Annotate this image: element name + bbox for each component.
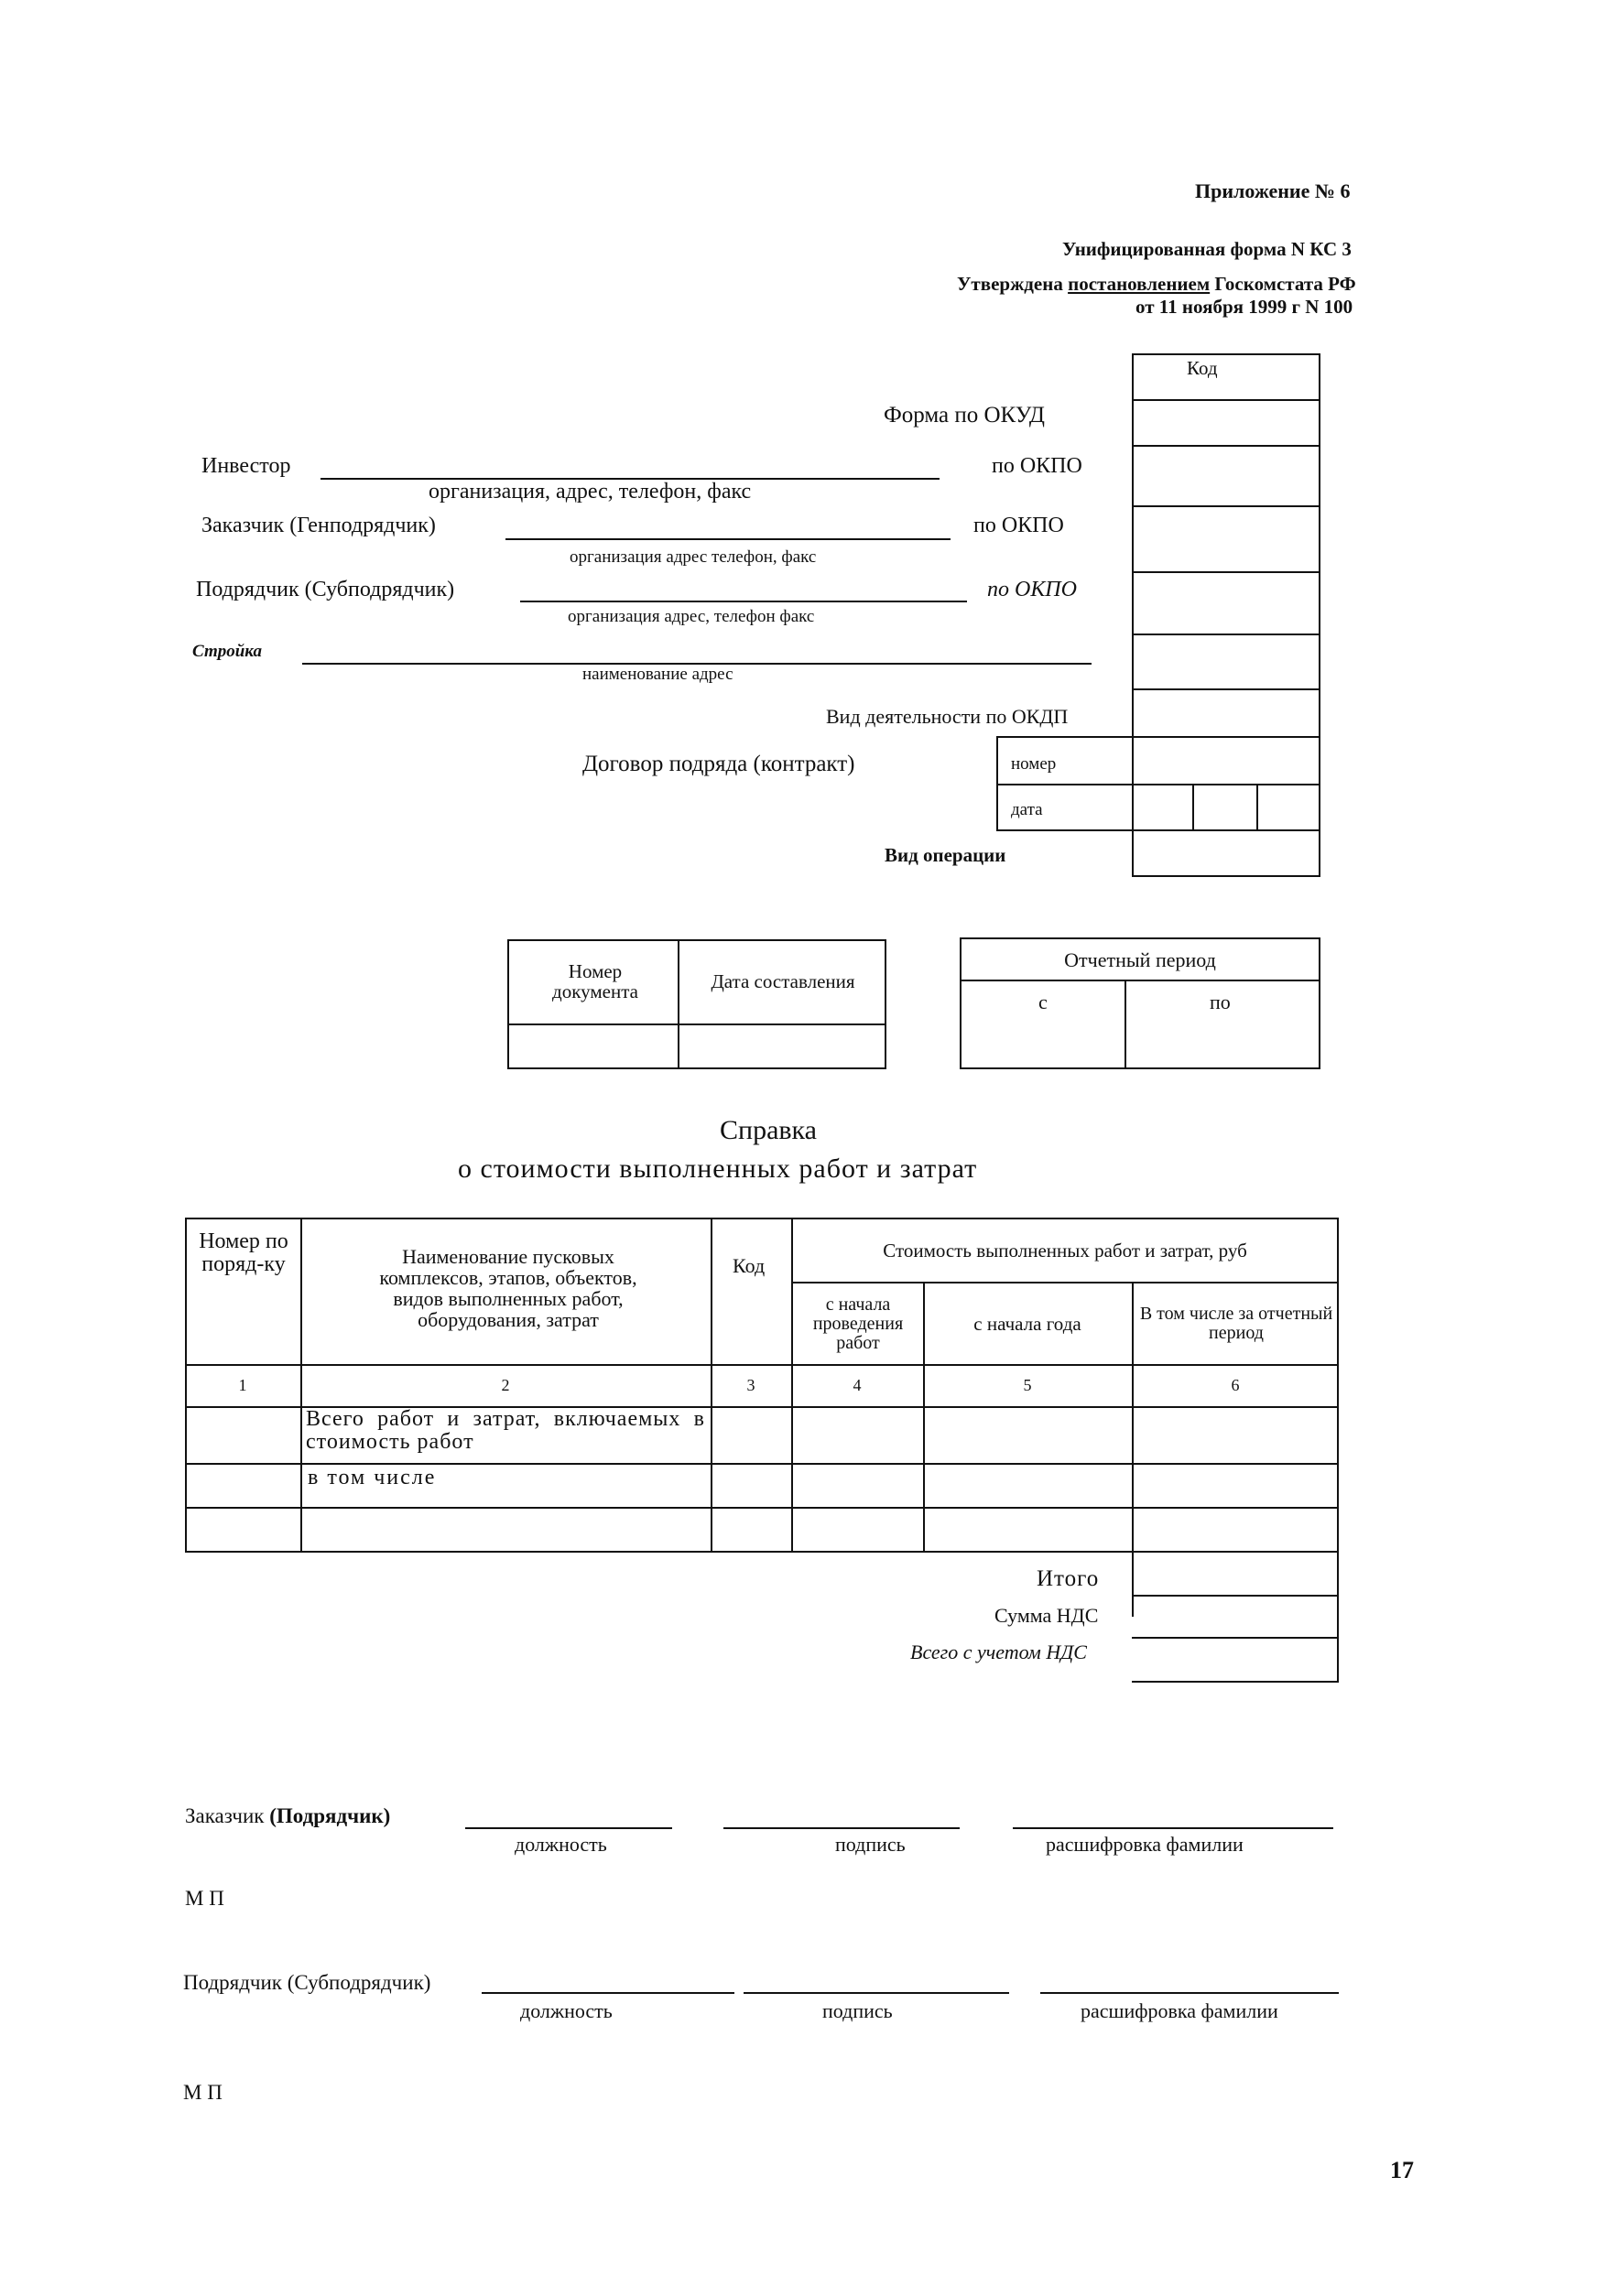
totals-divider	[1337, 1553, 1339, 1683]
table-row-line	[791, 1282, 1339, 1283]
totals-divider	[1132, 1637, 1339, 1639]
site-hint: наименование адрес	[582, 665, 733, 684]
totals-vat: Сумма НДС	[994, 1604, 1099, 1627]
col-number-index: 5	[1023, 1375, 1032, 1394]
col-from-start-header: с начала проведения работ	[812, 1294, 904, 1353]
col-code-header: Код	[733, 1254, 766, 1277]
code-divider	[1132, 445, 1320, 447]
code-column	[1132, 353, 1320, 877]
code-divider	[996, 829, 1320, 831]
investor-label: Инвестор	[201, 454, 291, 478]
customer-field[interactable]	[505, 538, 951, 540]
approved-suffix: Госкомстата РФ	[1214, 273, 1356, 295]
sig-contractor-signature-field[interactable]	[744, 1992, 1009, 1994]
sig-customer-position-hint: должность	[515, 1833, 607, 1856]
sig-customer-position-field[interactable]	[465, 1827, 672, 1829]
row-total-text: Всего работ и затрат, включаемых в стоимость работ	[306, 1407, 705, 1455]
sig-contractor-signature-hint: подпись	[822, 1999, 893, 2022]
customer-hint: организация адрес телефон, факс	[570, 547, 817, 567]
sig-customer-text: Заказчик	[185, 1804, 265, 1827]
period-title: Отчетный период	[1064, 948, 1216, 972]
page-number: 17	[1390, 2157, 1414, 2183]
sig-contractor-name-hint: расшифровка фамилии	[1081, 1999, 1278, 2022]
stamp-label: М П	[183, 2081, 223, 2104]
doc-box-divider	[507, 1023, 886, 1025]
doc-date-header: Дата составления	[711, 969, 855, 992]
customer-okpo: по ОКПО	[973, 514, 1064, 537]
date-split	[1192, 784, 1194, 829]
row-including: в том числе	[308, 1466, 437, 1489]
activity-label: Вид деятельности по ОКДП	[826, 705, 1069, 728]
date-split	[1256, 784, 1258, 829]
sig-contractor-name-field[interactable]	[1040, 1992, 1339, 1994]
contractor-label: Подрядчик (Субподрядчик)	[196, 578, 455, 601]
col-number-index: 2	[501, 1375, 510, 1394]
totals-divider	[1132, 1595, 1339, 1597]
col-number-index: 6	[1231, 1375, 1240, 1394]
code-divider	[996, 784, 1320, 785]
code-divider	[996, 736, 1320, 738]
totals-divider	[1132, 1681, 1339, 1683]
approved-prefix: Утверждена	[957, 273, 1063, 295]
code-divider	[1132, 571, 1320, 573]
col-name-header: Наименование пусковых комплексов, этапов, объектов, видов выполненных работ, оборудования, затрат	[379, 1244, 637, 1332]
totals-itogo: Итого	[1037, 1566, 1100, 1591]
contractor-okpo: по ОКПО	[987, 578, 1077, 601]
operation-label: Вид операции	[885, 844, 1006, 866]
page-subtitle: о стоимости выполненных работ и затрат	[458, 1153, 978, 1184]
contractor-hint: организация адрес, телефон факс	[568, 607, 815, 626]
code-divider	[1132, 505, 1320, 507]
site-label: Стройка	[192, 642, 262, 661]
table-row-line	[185, 1507, 1339, 1509]
contract-date-label: дата	[1011, 800, 1043, 819]
sig-customer-bold: (Подрядчик)	[269, 1804, 391, 1827]
table-row-line	[185, 1463, 1339, 1465]
sig-customer-signature-hint: подпись	[835, 1833, 906, 1856]
investor-hint: организация, адрес, телефон, факс	[429, 480, 752, 504]
totals-total-vat: Всего с учетом НДС	[910, 1641, 1087, 1663]
contractor-field[interactable]	[520, 601, 967, 602]
stamp-label: М П	[185, 1887, 224, 1910]
col-cost-group-header: Стоимость выполненных работ и затрат, руб	[883, 1239, 1247, 1262]
period-divider	[960, 980, 1320, 981]
approved-line	[957, 275, 1356, 294]
col-number-index: 1	[238, 1375, 247, 1394]
sig-contractor-position-field[interactable]	[482, 1992, 734, 1994]
sig-contractor-label: Подрядчик (Субподрядчик)	[183, 1971, 431, 1994]
period-to: по	[1210, 991, 1231, 1013]
col-from-year-header: с начала года	[973, 1312, 1081, 1335]
code-divider	[1132, 688, 1320, 690]
col-number-index: 4	[853, 1375, 862, 1394]
doc-box-divider	[678, 939, 679, 1069]
page-title: Справка	[720, 1115, 817, 1145]
appendix-label: Приложение № 6	[1195, 179, 1351, 202]
contract-number-label: номер	[1011, 754, 1057, 774]
sig-customer-name-field[interactable]	[1013, 1827, 1333, 1829]
code-divider	[1132, 634, 1320, 635]
sig-customer-label	[185, 1805, 390, 1826]
col-number-header: Номер по поряд-ку	[199, 1229, 288, 1277]
investor-okpo: по ОКПО	[992, 454, 1082, 478]
period-from: с	[1038, 991, 1048, 1013]
col-number-index: 3	[746, 1375, 755, 1394]
contract-label: Договор подряда (контракт)	[582, 752, 855, 776]
contract-divider	[996, 736, 998, 831]
col-period-header: В том числе за отчетный период	[1139, 1304, 1333, 1343]
approved-date: от 11 ноября 1999 г N 100	[1135, 296, 1353, 318]
table-col-line	[1132, 1282, 1134, 1617]
period-divider	[1125, 980, 1126, 1069]
approved-link[interactable]: постановлением	[1068, 273, 1211, 295]
customer-label: Заказчик (Генподрядчик)	[201, 514, 436, 537]
okud-label: Форма по ОКУД	[884, 403, 1045, 428]
code-divider	[1132, 399, 1320, 401]
sig-contractor-position-hint: должность	[520, 1999, 613, 2022]
sig-customer-name-hint: расшифровка фамилии	[1046, 1833, 1244, 1856]
doc-number-header: Номер документа	[552, 959, 638, 1002]
sig-customer-signature-field[interactable]	[723, 1827, 960, 1829]
code-header: Код	[1187, 357, 1218, 379]
form-name: Унифицированная форма N КС 3	[1062, 238, 1352, 260]
